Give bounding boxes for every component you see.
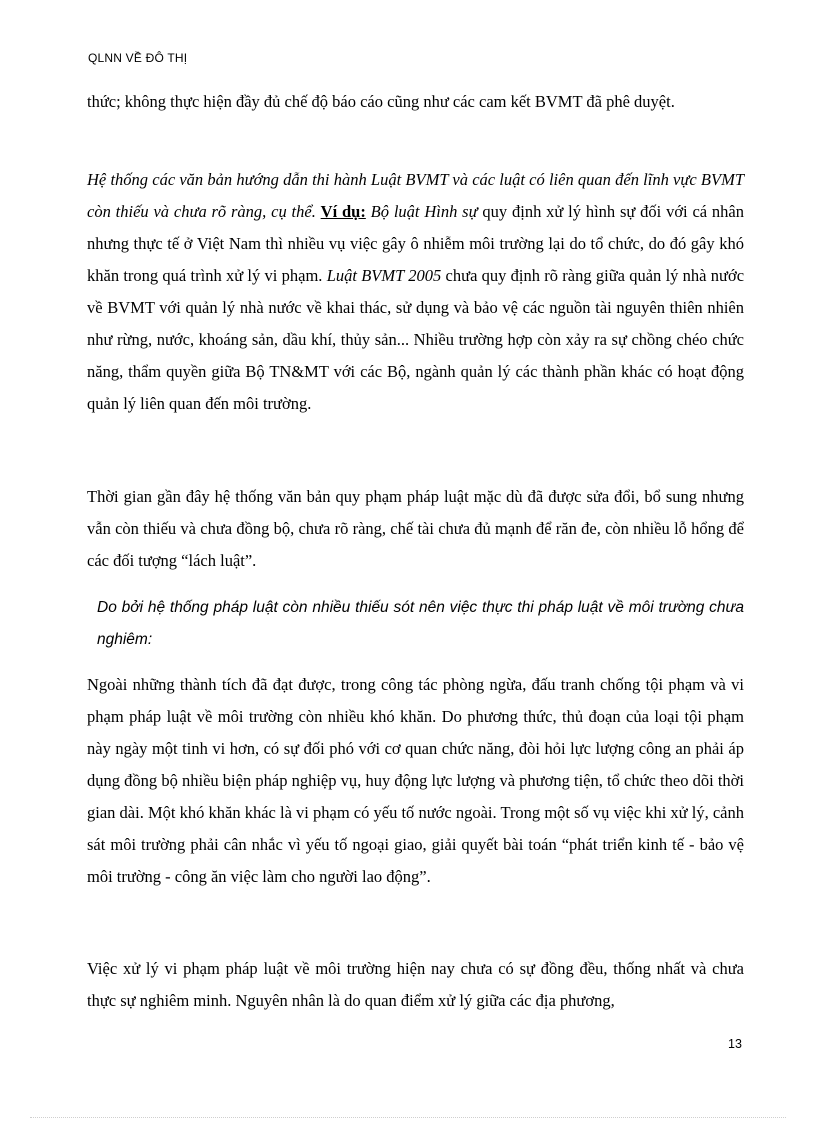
paragraph-2-text bbox=[87, 164, 744, 420]
paragraph-5-text: Ngoài những thành tích đã đạt được, trong công tác phòng ngừa, đấu tranh chống tội phạm và vi phạm pháp luật về môi trường còn nhiều khó khăn. Do phương thức, thủ đoạn của loại tội phạm này ngày một tinh vi hơn, có sự đối phó với cơ quan chức năng, đòi hỏi lực lượng công an phải áp dụng đồng bộ nhiều biện pháp nghiệp vụ, huy động lực lượng và phương tiện, tổ chức theo dõi thời gian dài. Một khó khăn khác là vi phạm có yếu tố nước ngoài. Trong một số vụ việc khi xử lý, cảnh sát môi trường phải cân nhắc vì yếu tố ngoại giao, giải quyết bài toán “phát triển kinh tế - bảo vệ môi trường - công ăn việc làm cho người lao động”. bbox=[87, 675, 744, 886]
law-name: Bộ luật Hình sự bbox=[370, 202, 478, 221]
law-name-2: Luật BVMT 2005 bbox=[326, 266, 442, 285]
paragraph-4-heading bbox=[87, 592, 744, 656]
paragraph-6 bbox=[87, 953, 744, 1017]
paragraph-5 bbox=[87, 669, 744, 893]
paragraph-3 bbox=[87, 481, 744, 577]
paragraph-2-text1: quy định xử lý hình sự đối với cá nhân nhưng thực tế ở Việt Nam thì nhiều vụ việc gây ô nhiễm môi trường lại do tổ chức, do đó gây khó khăn trong quá trình xử lý vi phạm. bbox=[87, 202, 745, 285]
paragraph-2 bbox=[87, 164, 744, 420]
paragraph-1-text: thức; không thực hiện đầy đủ chế độ báo cáo cũng như các cam kết BVMT đã phê duyệt. bbox=[87, 92, 675, 111]
example-label: Ví dụ: bbox=[320, 202, 366, 221]
page-number: 13 bbox=[728, 1037, 742, 1051]
paragraph-1 bbox=[87, 86, 744, 118]
paragraph-2-intro: Hệ thống các văn bản hướng dẫn thi hành Luật BVMT và các luật có liên quan đến lĩnh vực BVMT còn thiếu và chưa rõ ràng, cụ thể. bbox=[87, 170, 744, 221]
paragraph-4-text: Do bởi hệ thống pháp luật còn nhiều thiếu sót nên việc thực thi pháp luật về môi trường chưa nghiêm: bbox=[97, 599, 744, 648]
page-bottom-divider bbox=[30, 1117, 786, 1118]
running-header: QLNN VỀ ĐÔ THỊ bbox=[88, 51, 188, 65]
paragraph-3-text: Thời gian gần đây hệ thống văn bản quy phạm pháp luật mặc dù đã được sửa đổi, bổ sung nhưng vẫn còn thiếu và chưa đồng bộ, chưa rõ ràng, chế tài chưa đủ mạnh để răn đe, còn nhiều lỗ hổng để các đối tượng “lách luật”. bbox=[87, 487, 744, 570]
paragraph-6-text: Việc xử lý vi phạm pháp luật về môi trường hiện nay chưa có sự đồng đều, thống nhất và chưa thực sự nghiêm minh. Nguyên nhân là do quan điểm xử lý giữa các địa phương, bbox=[87, 959, 744, 1010]
paragraph-2-text2: chưa quy định rõ ràng giữa quản lý nhà nước về BVMT với quản lý nhà nước về khai thác, sử dụng và bảo vệ các nguồn tài nguyên thiên nhiên như rừng, nước, khoáng sản, dầu khí, thủy sản... Nhiều trường hợp còn xảy ra sự chồng chéo chức năng, thẩm quyền giữa Bộ TN&MT với các Bộ, ngành quản lý các thành phần khác có hoạt động quản lý liên quan đến môi trường. bbox=[87, 266, 745, 413]
